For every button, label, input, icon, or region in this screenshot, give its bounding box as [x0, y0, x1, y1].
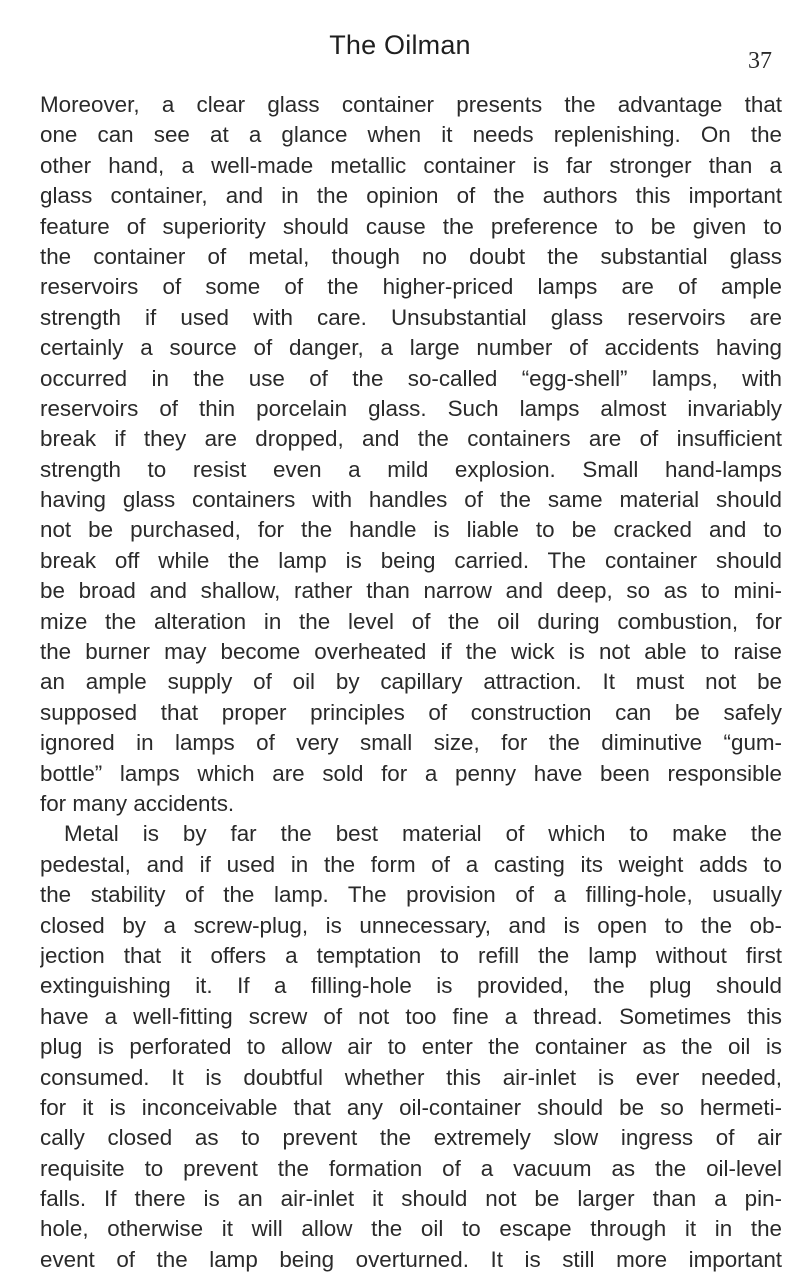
text-line: not be purchased, for the handle is liable to be cracked and to: [40, 517, 782, 543]
text-line: hole, otherwise it will allow the oil to escape through it in the: [40, 1216, 782, 1242]
text-line: extinguishing it. If a filling-hole is provided, the plug should: [40, 973, 782, 999]
text-line: consumed. It is doubtful whether this air-inlet is ever needed,: [40, 1064, 782, 1090]
text-line: feature of superiority should cause the preference to be given to: [40, 213, 782, 239]
text-line: an ample supply of oil by capillary attraction. It must not be: [40, 669, 782, 695]
text-line: jection that it offers a temptation to refill the lamp without first: [40, 942, 782, 968]
text-line: the container of metal, though no doubt the substantial glass: [40, 243, 782, 269]
text-line: occurred in the use of the so-called “egg-shell” lamps, with: [40, 365, 782, 391]
text-line: closed by a screw-plug, is unnecessary, and is open to the ob-: [40, 912, 782, 938]
text-line: bottle” lamps which are sold for a penny have been responsible: [40, 760, 782, 786]
text-line: have a well-fitting screw of not too fine a thread. Sometimes this: [40, 1003, 782, 1029]
paragraph-1: [40, 90, 782, 819]
text-line: plug is perforated to allow air to enter the container as the oil is: [40, 1034, 782, 1060]
text-line: break off while the lamp is being carried. The container should: [40, 547, 782, 573]
text-line: having glass containers with handles of the same material should: [40, 487, 782, 513]
text-line: for it is inconceivable that any oil-container should be so hermeti-: [40, 1094, 782, 1120]
text-line: be broad and shallow, rather than narrow and deep, so as to mini-: [40, 578, 782, 604]
text-line: Moreover, a clear glass container presents the advantage that: [40, 92, 782, 117]
text-line: pedestal, and if used in the form of a casting its weight adds to: [40, 851, 782, 877]
text-line: ignored in lamps of very small size, for the diminutive “gum-: [40, 730, 782, 756]
text-line: the burner may become overheated if the wick is not able to raise: [40, 639, 782, 665]
paragraph-2: [40, 819, 782, 1275]
text-line: for many accidents.: [40, 790, 235, 816]
text-line: one can see at a glance when it needs replenishing. On the: [40, 122, 782, 148]
text-line: requisite to prevent the formation of a vacuum as the oil-level: [40, 1155, 782, 1181]
text-line: other hand, a well-made metallic container is far stronger than a: [40, 152, 782, 178]
text-line: strength if used with care. Unsubstantial glass reservoirs are: [40, 304, 782, 330]
text-line: reservoirs of thin porcelain glass. Such lamps almost invariably: [40, 395, 782, 421]
text-line: certainly a source of danger, a large number of accidents having: [40, 335, 782, 361]
running-title: The Oilman: [329, 30, 471, 60]
text-line: supposed that proper principles of construction can be safely: [40, 699, 782, 725]
text-line: the stability of the lamp. The provision of a filling-hole, usually: [40, 882, 782, 908]
text-line: Metal is by far the best material of which to make the: [64, 821, 782, 847]
text-line: break if they are dropped, and the containers are of insufficient: [40, 426, 782, 452]
text-line: mize the alteration in the level of the oil during combustion, for: [40, 608, 782, 634]
text-line: cally closed as to prevent the extremely slow ingress of air: [40, 1125, 782, 1151]
text-line: falls. If there is an air-inlet it should not be larger than a pin-: [40, 1186, 782, 1212]
text-line: glass container, and in the opinion of the authors this important: [40, 183, 782, 209]
page-number: 37: [748, 48, 772, 74]
text-line: event of the lamp being overturned. It is still more important: [40, 1246, 782, 1272]
text-line: strength to resist even a mild explosion. Small hand-lamps: [40, 456, 782, 482]
body-text: [40, 90, 782, 1275]
text-line: reservoirs of some of the higher-priced lamps are of ample: [40, 274, 782, 300]
